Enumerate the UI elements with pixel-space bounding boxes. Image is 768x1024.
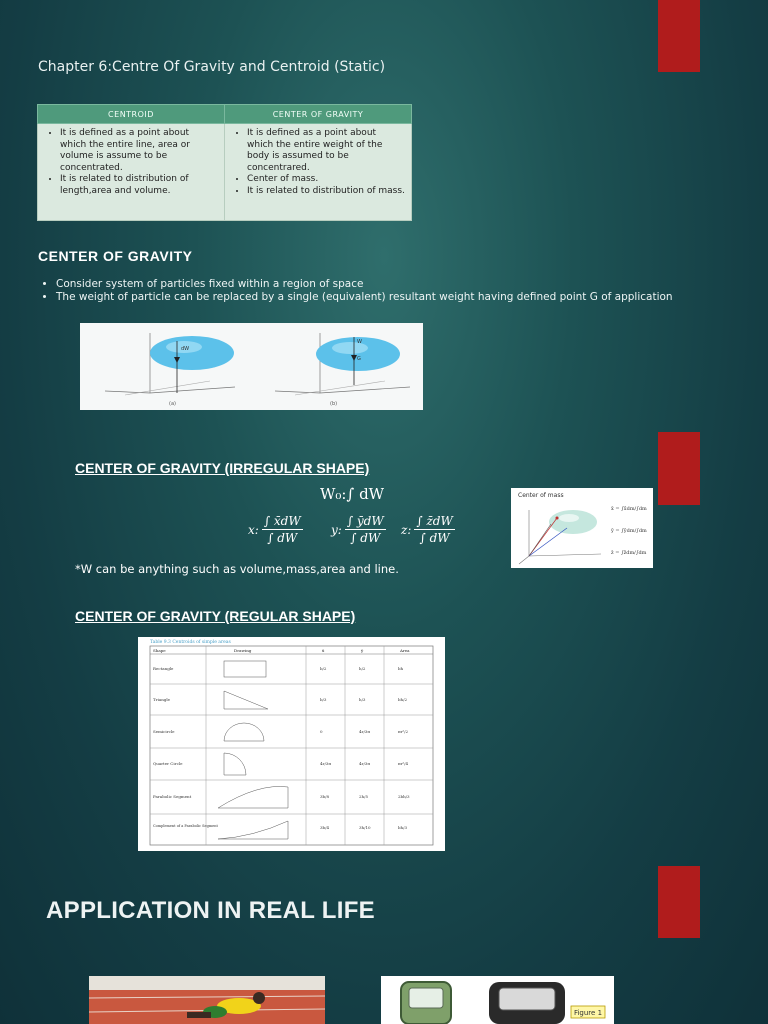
devices-illustration — [381, 976, 614, 1024]
svg-text:Complement of a Parabolic Segm: Complement of a Parabolic Segment — [153, 824, 218, 828]
centroid-cell — [38, 124, 225, 221]
table-row — [153, 661, 404, 677]
svg-text:ȳ = ∫ỹdm/∫dm: ȳ = ∫ỹdm/∫dm — [611, 528, 647, 534]
z-axis-label: z: — [401, 522, 412, 537]
x-numerator: ∫ x̄dW — [263, 514, 301, 528]
bullet-item: • Consider system of particles fixed within a region of space — [56, 278, 673, 291]
particle-system-figure — [80, 323, 423, 410]
center-of-mass-figure — [511, 488, 653, 568]
cog-point: • It is defined as a point about which the entire weight of the body is assumed to be concentrared. — [247, 128, 405, 174]
svg-text:3h/10: 3h/10 — [359, 825, 371, 830]
y-denominator: ∫ dW — [350, 531, 381, 545]
mass-figure-title: Center of mass — [518, 492, 564, 499]
sprinter-photo — [89, 976, 325, 1024]
svg-text:Triangle: Triangle — [153, 697, 171, 702]
x-formula — [248, 514, 303, 545]
accent-bar-slide2 — [658, 432, 700, 505]
table-row — [153, 753, 408, 775]
svg-text:G: G — [357, 356, 361, 362]
svg-text:bh/2: bh/2 — [398, 697, 408, 702]
svg-text:Quarter Circle: Quarter Circle — [153, 761, 183, 766]
svg-text:4r/3π: 4r/3π — [320, 761, 331, 766]
z-denominator: ∫ dW — [419, 531, 450, 545]
figure-label-b: (b) — [330, 401, 338, 407]
table-header-cog: CENTER OF GRAVITY — [225, 105, 412, 124]
x-axis-label: x: — [248, 522, 259, 537]
svg-text:bh/3: bh/3 — [398, 825, 408, 830]
z-numerator: ∫ z̄dW — [416, 514, 453, 528]
cog-irregular-heading: CENTER OF GRAVITY (IRREGULAR SHAPE) — [75, 460, 370, 476]
table-row — [153, 691, 407, 709]
table-head-drawing: Drawing — [234, 648, 252, 653]
figure-a — [105, 333, 235, 407]
table-head-shape: Shape — [153, 648, 166, 653]
svg-text:h/3: h/3 — [359, 697, 366, 702]
accent-bar-slide3 — [658, 866, 700, 938]
table-header-centroid: CENTROID — [38, 105, 225, 124]
cog-point: • Center of mass. — [247, 174, 405, 186]
svg-text:2h/5: 2h/5 — [359, 794, 369, 799]
svg-text:Semicircle: Semicircle — [153, 729, 175, 734]
svg-text:Parabolic Segment: Parabolic Segment — [153, 794, 192, 799]
y-axis-label: y: — [331, 522, 342, 537]
svg-text:3b/8: 3b/8 — [320, 794, 329, 799]
figure-1-label: Figure 1 — [573, 1009, 603, 1017]
svg-text:Rectangle: Rectangle — [153, 666, 174, 671]
table-row — [153, 786, 410, 808]
svg-text:h/2: h/2 — [359, 666, 366, 671]
cog-regular-heading: CENTER OF GRAVITY (REGULAR SHAPE) — [75, 608, 356, 624]
cog-cell — [225, 124, 412, 221]
svg-text:b/3: b/3 — [320, 697, 327, 702]
comparison-table — [37, 104, 412, 221]
svg-text:b/2: b/2 — [320, 666, 327, 671]
z-formula — [401, 514, 455, 545]
figure-label-a: (a) — [169, 401, 176, 407]
svg-text:dW: dW — [181, 346, 190, 352]
table-head-x: x̄ — [322, 648, 325, 653]
w-note: *W can be anything such as volume,mass,area and line. — [75, 562, 399, 576]
table-caption: Table 9.3 Centroids of simple areas — [150, 640, 231, 645]
application-heading: APPLICATION IN REAL LIFE — [46, 897, 375, 924]
y-formula — [331, 514, 386, 545]
x-denominator: ∫ dW — [267, 531, 298, 545]
figure-b — [275, 333, 410, 407]
bullet-item: • The weight of particle can be replaced by a single (equivalent) resultant weight having defined point G of application — [56, 291, 673, 304]
svg-text:z̄ = ∫z̃dm/∫dm: z̄ = ∫z̃dm/∫dm — [611, 550, 647, 556]
table-head-area: Area — [400, 648, 410, 653]
svg-text:W: W — [357, 339, 362, 345]
centroid-table-illustration — [138, 637, 445, 851]
svg-text:2bh/3: 2bh/3 — [398, 794, 410, 799]
cog-bullets — [38, 278, 673, 304]
center-of-mass-illustration — [511, 488, 653, 568]
table-row — [153, 723, 408, 741]
cog-heading: CENTER OF GRAVITY — [38, 248, 193, 264]
svg-text:3b/4: 3b/4 — [320, 825, 329, 830]
svg-text:0: 0 — [320, 729, 323, 734]
particle-system-illustration — [80, 323, 423, 410]
svg-text:bh: bh — [398, 666, 404, 671]
svg-text:πr²/4: πr²/4 — [398, 761, 409, 766]
table-row — [153, 821, 407, 839]
weight-formula: W₀:∫ dW — [320, 485, 385, 503]
table-head-y: ȳ — [361, 648, 364, 653]
slide1-title: Chapter 6:Centre Of Gravity and Centroid (Static) — [38, 59, 386, 75]
svg-text:πr²/2: πr²/2 — [398, 729, 409, 734]
sprinter-illustration — [89, 976, 325, 1024]
accent-bar-slide1 — [658, 0, 700, 72]
centroid-table-figure — [138, 637, 445, 851]
cog-point: • It is related to distribution of mass. — [247, 186, 405, 198]
y-numerator: ∫ ȳdW — [346, 514, 384, 528]
svg-text:x̄ = ∫x̃dm/∫dm: x̄ = ∫x̃dm/∫dm — [611, 506, 647, 512]
svg-text:4r/3π: 4r/3π — [359, 729, 370, 734]
svg-text:4r/3π: 4r/3π — [359, 761, 370, 766]
devices-photo — [381, 976, 614, 1024]
centroid-point: • It is related to distribution of length,area and volume. — [60, 174, 218, 197]
centroid-point: • It is defined as a point about which the entire line, area or volume is assume to be concentrated. — [60, 128, 218, 174]
